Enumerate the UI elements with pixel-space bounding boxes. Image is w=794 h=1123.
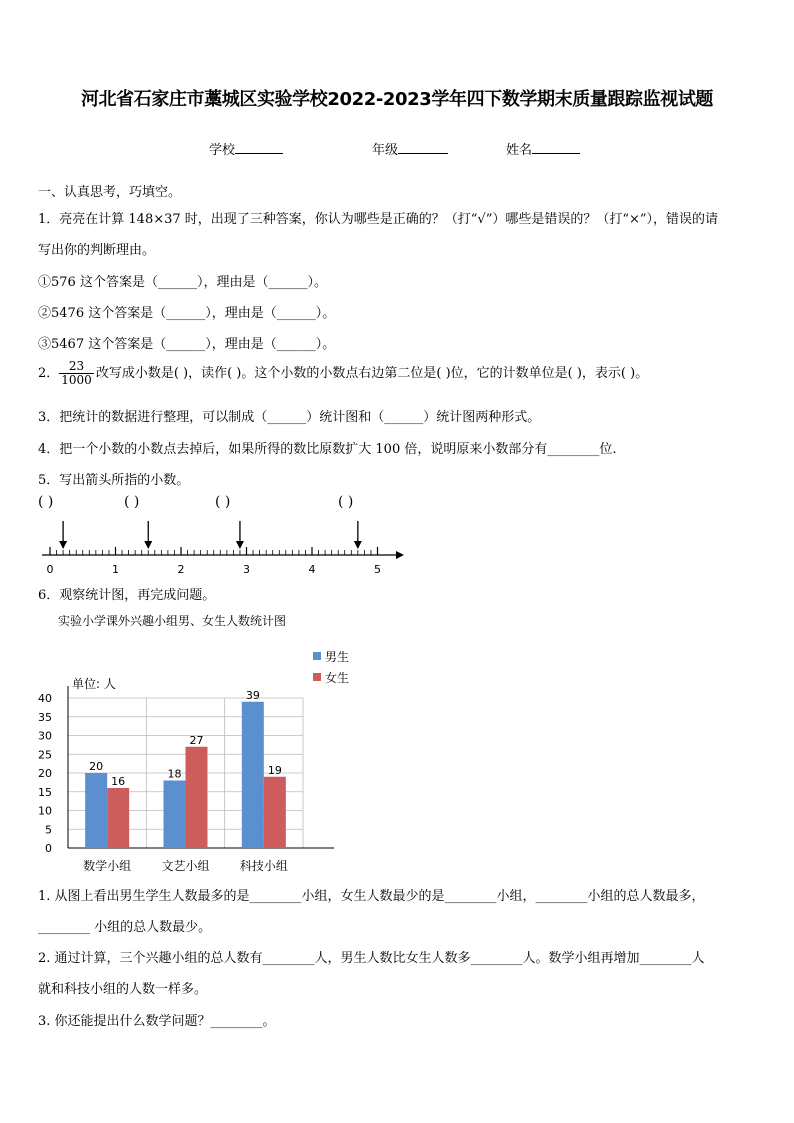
y-axis-unit: 单位: 人 [72, 677, 116, 691]
data-label: 39 [245, 688, 260, 702]
question-6: 6．观察统计图，再完成问题。 [38, 588, 216, 603]
fraction-numerator: 23 [59, 360, 94, 374]
y-tick-label: 35 [38, 710, 52, 724]
fraction-denominator: 1000 [61, 373, 92, 387]
category-label: 数学小组 [83, 859, 132, 873]
tick-label: 1 [112, 563, 119, 576]
fraction [59, 360, 94, 387]
grade-field [372, 139, 448, 158]
name-field [506, 139, 580, 158]
y-tick-label: 5 [45, 823, 52, 837]
y-tick-label: 0 [45, 842, 52, 855]
number-line [0, 515, 794, 585]
name-blank[interactable] [532, 141, 580, 154]
arrow-down-icon [354, 541, 362, 549]
bar-boys [164, 781, 186, 849]
tick-label: 4 [308, 563, 316, 576]
question-4: 4．把一个小数的小数点去掉后，如果所得的数比原数扩大 100 倍，说明原来小数部分有________位. [38, 442, 617, 457]
y-tick-label: 40 [38, 692, 52, 705]
answer-paren-3[interactable]: ( ) [215, 494, 231, 510]
category-label: 科技小组 [239, 859, 288, 873]
question-2 [38, 360, 648, 387]
name-label: 姓名 [506, 143, 533, 158]
category-label: 文艺小组 [161, 859, 210, 873]
section-heading: 一、认真思考，巧填空。 [38, 185, 182, 200]
tick-label: 2 [177, 563, 185, 576]
y-tick-label: 15 [38, 785, 52, 799]
arrow-down-icon [59, 541, 67, 549]
bar-boys [242, 702, 264, 848]
tick-label: 0 [46, 563, 54, 576]
sub-question-2-line1: 2. 通过计算，三个兴趣小组的总人数有________人，男生人数比女生人数多________人。数学小组再增加________人 [38, 951, 705, 966]
question-3: 3．把统计的数据进行整理，可以制成（______）统计图和（______）统计图两种形式。 [38, 410, 541, 425]
data-label: 16 [111, 775, 126, 788]
sub-question-2-line2: 就和科技小组的人数一样多。 [38, 982, 208, 997]
arrow-down-icon [144, 541, 152, 549]
y-tick-label: 10 [38, 804, 52, 818]
answer-paren-1[interactable]: ( ) [38, 494, 54, 510]
question-1-answer-2: ②5476 这个答案是（______），理由是（______）。 [38, 306, 336, 321]
bar-boys [85, 773, 107, 848]
sub-question-1-line2: ________ 小组的总人数最少。 [38, 920, 212, 935]
y-tick-label: 25 [38, 748, 52, 762]
school-label: 学校 [209, 143, 236, 158]
tick-label: 3 [243, 563, 250, 576]
question-1-line2: 写出你的判断理由。 [38, 243, 156, 258]
school-blank[interactable] [235, 141, 283, 154]
legend-swatch [313, 673, 321, 681]
answer-paren-2[interactable]: ( ) [124, 494, 140, 510]
data-label: 20 [89, 760, 104, 773]
question-5: 5．写出箭头所指的小数。 [38, 473, 190, 488]
y-tick-label: 20 [38, 767, 52, 780]
data-label: 27 [189, 733, 204, 747]
page-title: 河北省石家庄市藁城区实验学校2022-2023学年四下数学期末质量跟踪监视试题 [80, 89, 714, 110]
sub-question-1-line1: 1. 从图上看出男生学生人数最多的是________小组，女生人数最少的是________小组，________小组的总人数最多， [38, 889, 705, 904]
legend-label: 男生 [325, 650, 350, 664]
answer-paren-4[interactable]: ( ) [338, 494, 354, 510]
sub-question-3: 3. 你还能提出什么数学问题？________。 [38, 1014, 276, 1029]
question-1-line1: 1．亮亮在计算 148×37 时，出现了三种答案，你认为哪些是正确的？（打“√”）哪些是错误的？（打“×”），错误的请 [38, 212, 719, 227]
question-1-answer-3: ③5467 这个答案是（______），理由是（______）。 [38, 337, 336, 352]
grade-label: 年级 [372, 143, 399, 158]
arrow-down-icon [236, 541, 244, 549]
data-label: 18 [167, 767, 182, 781]
data-label: 19 [267, 763, 282, 777]
school-field [209, 139, 283, 158]
question-1-answer-1: ①576 这个答案是（______），理由是（______）。 [38, 275, 327, 290]
arrow-head-icon [396, 551, 404, 559]
y-tick-label: 30 [38, 729, 52, 743]
grade-blank[interactable] [398, 141, 448, 154]
bar-girls [264, 777, 286, 848]
bar-chart [0, 640, 380, 880]
bar-girls [186, 747, 208, 848]
legend-label: 女生 [325, 671, 350, 685]
question-2-text: 改写成小数是( )，读作( )。这个小数的小数点右边第二位是( )位，它的计数单位是( )，表示( )。 [95, 366, 649, 381]
chart-title: 实验小学课外兴趣小组男、女生人数统计图 [58, 614, 287, 628]
bar-girls [107, 788, 129, 848]
tick-label: 5 [374, 563, 381, 576]
legend-swatch [313, 652, 321, 660]
question-2-number: 2． [38, 366, 60, 381]
